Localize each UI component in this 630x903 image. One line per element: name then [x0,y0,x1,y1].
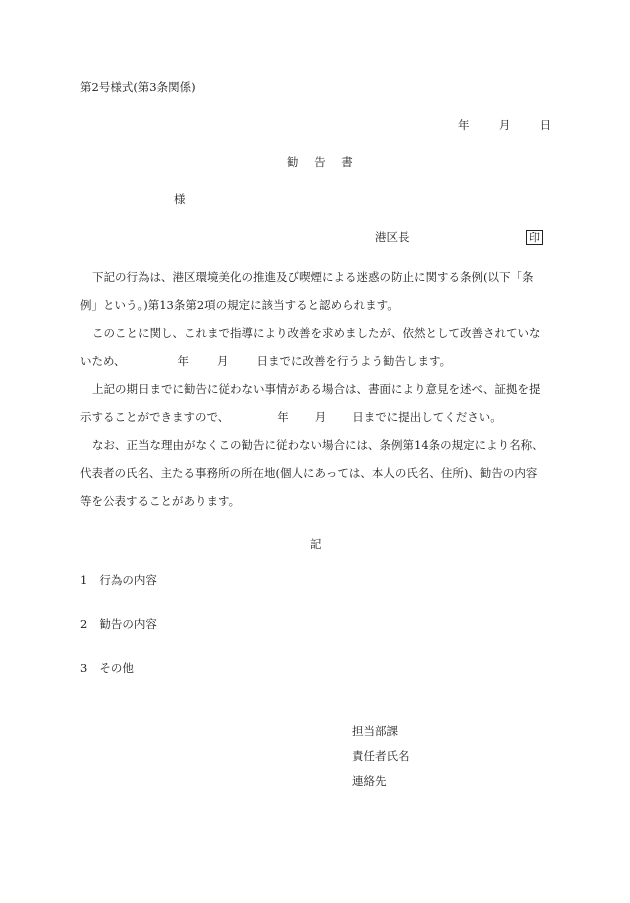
paragraph-4-line-2: 代表者の氏名、主たる事務所の所在地(個人にあっては、本人の氏名、住所)、勧告の内容 [80,466,538,480]
seal-mark [526,230,543,245]
document-title: 勧 告 書 [287,155,359,169]
issuer-name: 港区長 [375,230,410,244]
paragraph-2-line-1: このことに関し、これまで指導により改善を求めましたが、依然として改善されていな [92,326,541,340]
paragraph-3-line-2-start: 示することができますので、 [80,410,230,424]
ki-heading: 記 [310,537,322,551]
contact-person: 責任者氏名 [352,749,410,763]
item-2-label: 勧告の内容 [99,617,157,631]
date-year: 年 [458,118,470,132]
paragraph-3-line-2-end: 日までに提出してください。 [352,410,502,424]
paragraph-3-line-1: 上記の期日までに勧告に従わない事情がある場合は、書面により意見を述べ、証拠を提 [92,382,541,396]
paragraph-1-line-1: 下記の行為は、港区環境美化の推進及び喫煙による迷惑の防止に関する条例(以下「条 [92,270,534,284]
date-line [458,120,551,132]
item-1-number: 1 [80,573,88,587]
paragraph-2-deadline-month: 月 [217,354,229,368]
form-number: 第2号様式(第3条関係) [80,80,196,94]
item-2 [80,619,157,631]
date-day: 日 [539,118,552,132]
paragraph-2-line-2-end: 日までに改善を行うよう勧告します。 [256,354,452,368]
paragraph-3-deadline-month: 月 [314,410,327,424]
paragraph-2-line-2 [80,356,451,368]
paragraph-3-deadline-year: 年 [277,410,289,424]
paragraph-2-line-2-start: いため、 [80,354,126,368]
paragraph-4-line-1: なお、正当な理由がなくこの勧告に従わない場合には、条例第14条の規定により名称、 [92,438,544,452]
paragraph-3-line-2 [80,412,502,424]
paragraph-4-line-3: 等を公表することがあります。 [80,494,241,508]
item-2-number: 2 [80,617,88,631]
item-1-label: 行為の内容 [99,573,157,587]
seal-mark-text: 印 [526,230,543,245]
contact-department: 担当部課 [352,724,398,738]
paragraph-1-line-2: 例」という。)第13条第2項の規定に該当すると認められます。 [80,298,399,312]
date-month: 月 [498,118,511,132]
item-3-label: その他 [99,661,134,675]
item-1 [80,575,157,587]
item-3-number: 3 [80,661,88,675]
paragraph-2-deadline-year: 年 [177,354,190,368]
recipient-suffix: 様 [174,192,186,206]
contact-phone: 連絡先 [352,774,387,788]
item-3 [80,663,134,675]
